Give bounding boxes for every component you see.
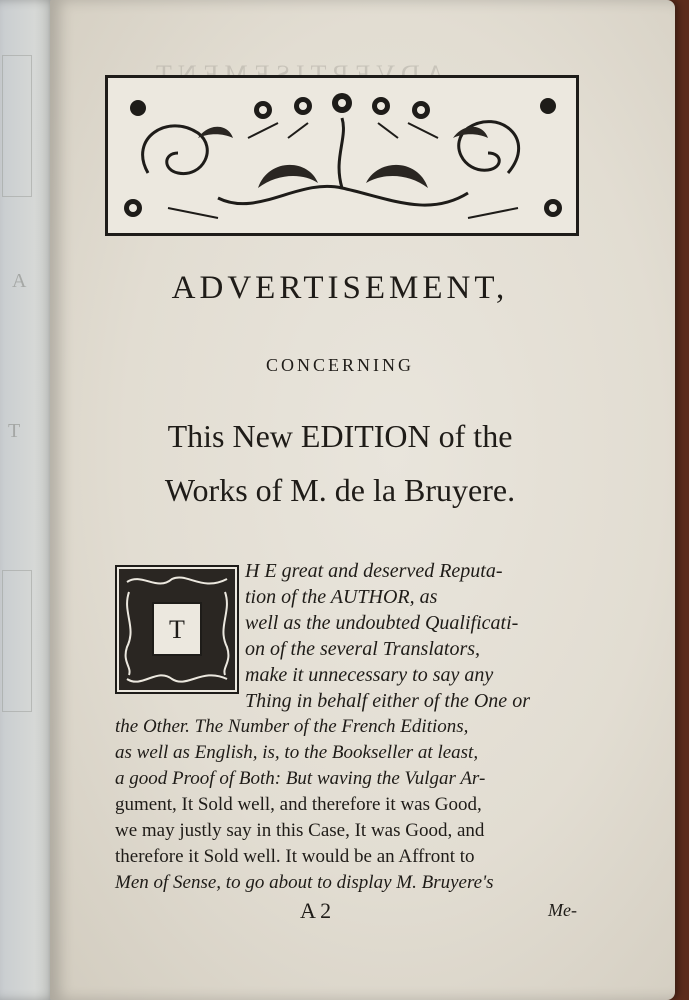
body-line: as well as English, is, to the Bookseller at least,: [115, 742, 479, 763]
body-line: well as the undoubted Qualificati-: [245, 612, 519, 634]
catchword: Me-: [548, 900, 577, 920]
concerning-heading: CONCERNING: [265, 355, 414, 375]
body-line: Thing in behalf either of the One or: [245, 690, 530, 712]
signature-mark: A 2: [300, 898, 332, 923]
subtitle-line-1: This New EDITION of the: [167, 418, 513, 454]
body-line: therefore it Sold well. It would be an Affront to: [115, 846, 475, 867]
body-line: a good Proof of Both: But waving the Vulgar Ar-: [115, 768, 486, 789]
left-page-ghost-letter: A: [12, 270, 27, 292]
page-title: ADVERTISEMENT,: [171, 270, 509, 306]
body-line: on of the several Translators,: [245, 638, 481, 660]
body-line: the Other. The Number of the French Editions,: [115, 716, 469, 737]
decorated-initial: [115, 565, 239, 694]
initial-letter: T: [169, 615, 185, 644]
decorated-initial-graphic: [117, 567, 237, 692]
body-line: tion of the AUTHOR, as: [245, 586, 438, 608]
left-page-ghost-letter: T: [8, 420, 21, 442]
left-page-ghost-dropcap: [2, 570, 32, 712]
body-line: gument, It Sold well, and therefore it was Good,: [115, 794, 482, 815]
headpiece-ornament-graphic: [108, 78, 576, 233]
body-line: H E great and deserved Reputa-: [245, 560, 503, 582]
headpiece-ornament: [105, 75, 579, 236]
body-line: we may justly say in this Case, It was Good, and: [115, 820, 485, 841]
body-line: make it unnecessary to say any: [245, 664, 494, 686]
left-page-ghost-ornament: [2, 55, 32, 197]
body-line: Men of Sense, to go about to display M. Bruyere's: [115, 872, 494, 893]
subtitle-line-2: Works of M. de la Bruyere.: [164, 472, 516, 508]
